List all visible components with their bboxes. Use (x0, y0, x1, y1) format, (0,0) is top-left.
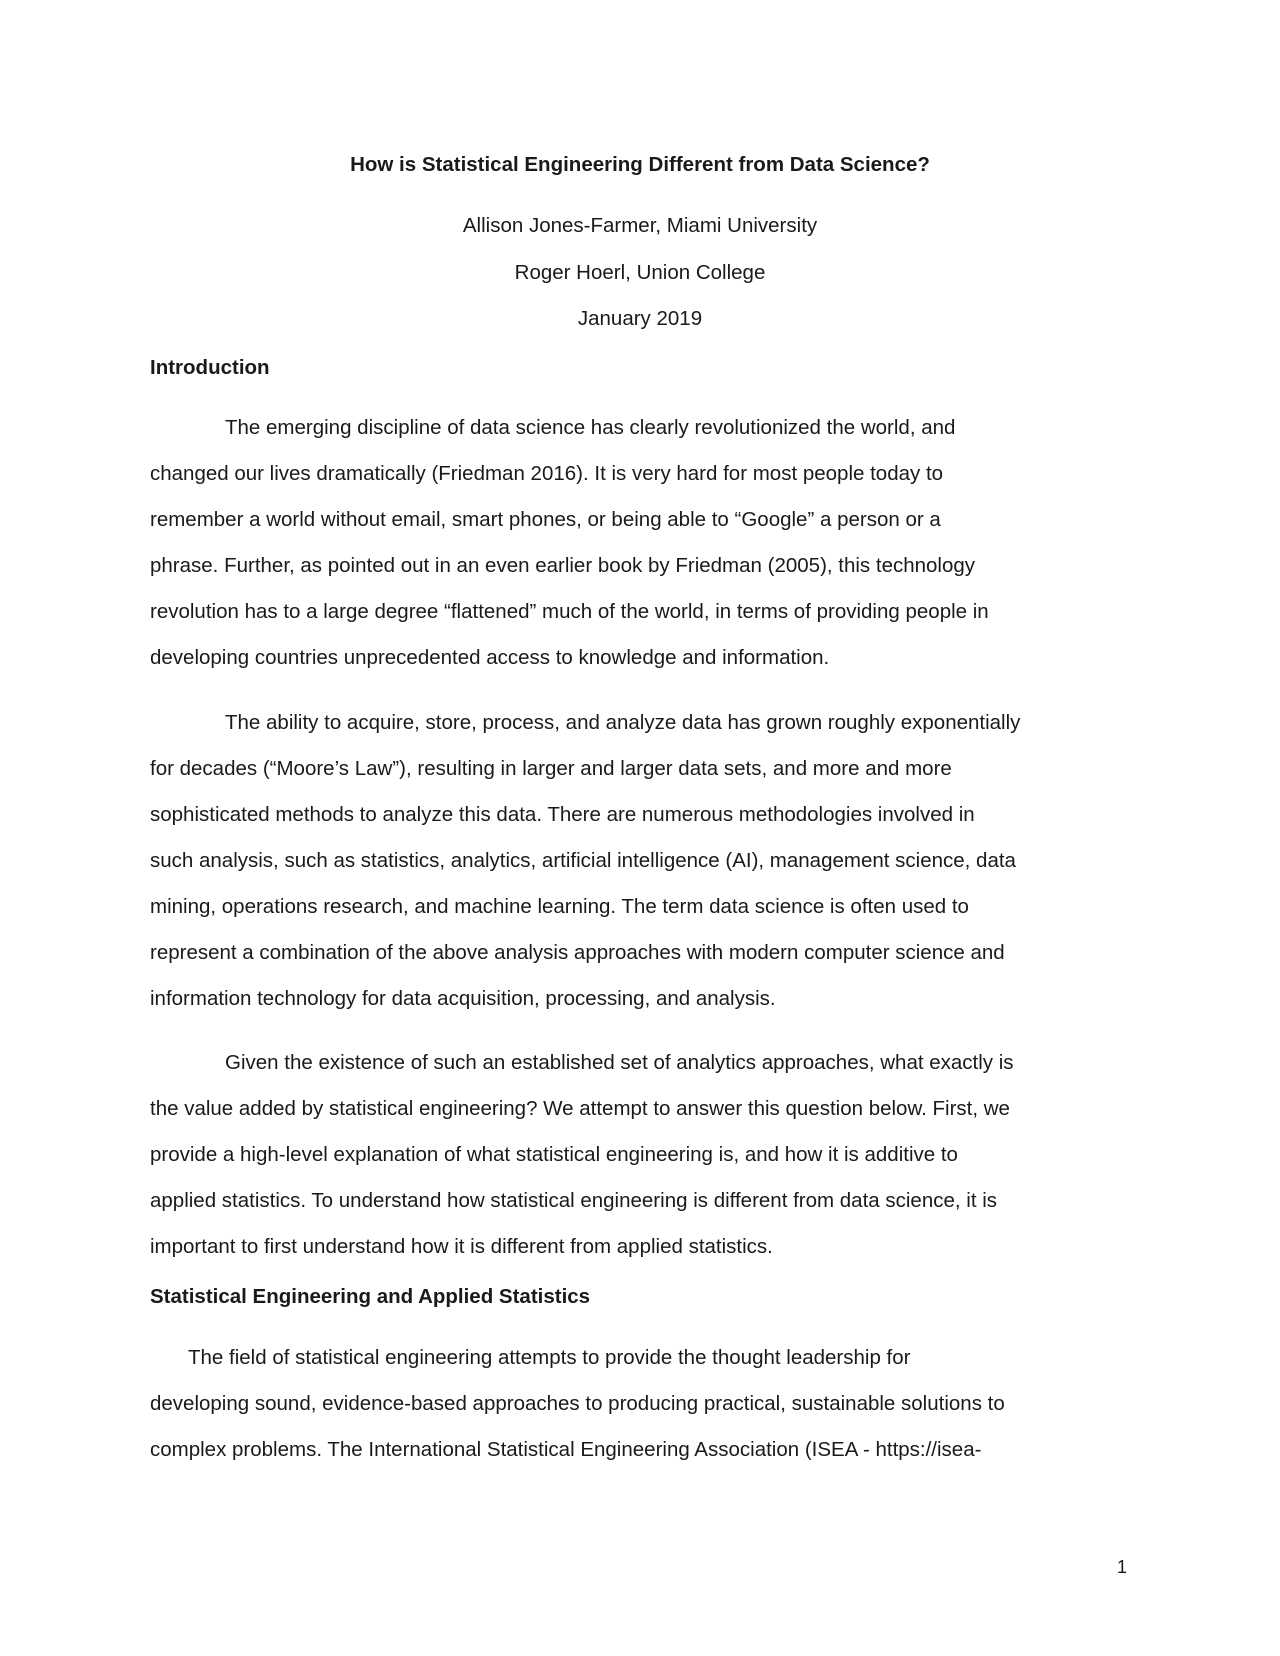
paragraph (150, 700, 1140, 1022)
paragraph (150, 1040, 1140, 1270)
paragraph-line: represent a combination of the above analysis approaches with modern computer science and (150, 941, 1005, 964)
paragraph-line: the value added by statistical engineering? We attempt to answer this question below. First, we (150, 1097, 1010, 1120)
paragraph-line: complex problems. The International Statistical Engineering Association (ISEA - https://isea- (150, 1438, 982, 1461)
paragraph-line: The emerging discipline of data science has clearly revolutionized the world, and (225, 416, 956, 439)
paragraph-line: mining, operations research, and machine learning. The term data science is often used to (150, 895, 969, 918)
section-heading-introduction: Introduction (150, 356, 270, 379)
paragraph-line: provide a high-level explanation of what statistical engineering is, and how it is additive to (150, 1143, 958, 1166)
paragraph-line: developing sound, evidence-based approaches to producing practical, sustainable solutions to (150, 1392, 1005, 1415)
author-1: Allison Jones-Farmer, Miami University (462, 214, 818, 237)
paragraph-line: phrase. Further, as pointed out in an even earlier book by Friedman (2005), this technology (150, 554, 976, 577)
paragraph-line: The ability to acquire, store, process, and analyze data has grown roughly exponentially (225, 711, 1021, 734)
paragraph-line: developing countries unprecedented access to knowledge and information. (150, 646, 830, 669)
paragraph-line: changed our lives dramatically (Friedman 2016). It is very hard for most people today to (150, 462, 944, 485)
paragraph-line: revolution has to a large degree “flattened” much of the world, in terms of providing people in (150, 600, 989, 623)
author-2: Roger Hoerl, Union College (514, 261, 766, 284)
paragraph-line: remember a world without email, smart phones, or being able to “Google” a person or a (150, 508, 941, 531)
paragraph-line: Given the existence of such an established set of analytics approaches, what exactly is (225, 1051, 1014, 1074)
document-date: January 2019 (577, 307, 703, 330)
paragraph-line: The field of statistical engineering attempts to provide the thought leadership for (188, 1346, 911, 1369)
paragraph-line: applied statistics. To understand how statistical engineering is different from data science, it is (150, 1189, 998, 1212)
document-title: How is Statistical Engineering Different from Data Science? (350, 153, 930, 176)
paragraph-line: such analysis, such as statistics, analytics, artificial intelligence (AI), management science, data (150, 849, 1016, 872)
paragraph-line: for decades (“Moore’s Law”), resulting in larger and larger data sets, and more and more (150, 757, 952, 780)
paragraph (150, 1335, 1140, 1473)
section-heading-statistical-engineering: Statistical Engineering and Applied Statistics (150, 1285, 591, 1308)
paragraph (150, 405, 1140, 681)
paragraph-line: information technology for data acquisition, processing, and analysis. (150, 987, 776, 1010)
paragraph-line: sophisticated methods to analyze this data. There are numerous methodologies involved in (150, 803, 975, 826)
paragraph-line: important to first understand how it is different from applied statistics. (150, 1235, 773, 1258)
page-number: 1 (1116, 1557, 1127, 1577)
